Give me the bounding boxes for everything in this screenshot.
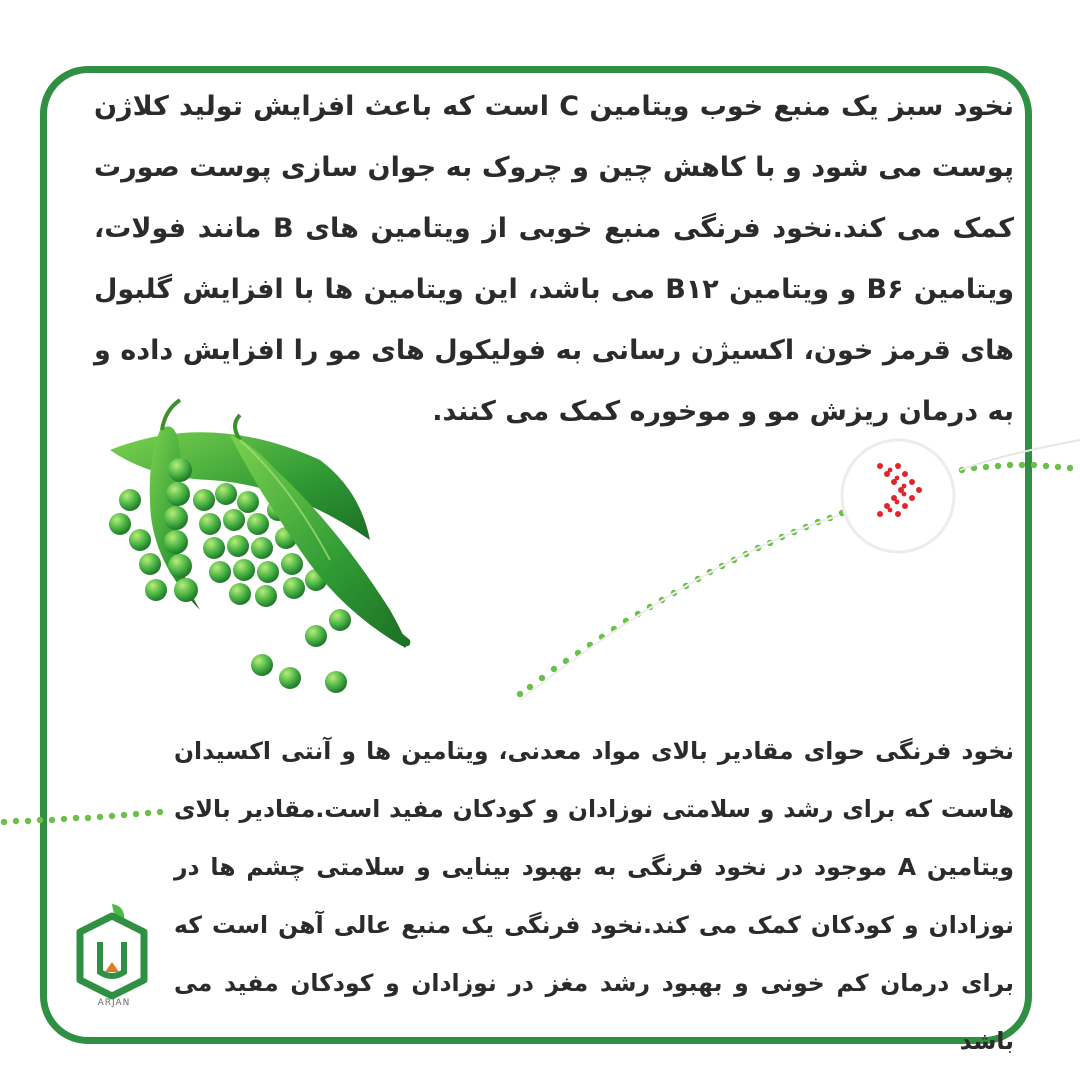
green-peas-image (90, 390, 430, 700)
paragraph-top: نخود سبز یک منبع خوب ویتامین C است که باعث افزایش تولید کلاژن پوست می شود و با کاهش چین و چروک به جوان سازی پوست صورت کمک می کند.نخود فرنگی منبع خوبی از ویتامین های B مانند فولات، ویتامین B۶ و ویتامین B۱۲ می باشد، این ویتامین ها با افزایش گلبول های قرمز خون، اکسیژن رسانی به فولیکول های مو را افزایش داده و به درمان ریزش مو و موخوره کمک می کنند. (94, 91, 1015, 427)
logo-text: ARJAN (97, 998, 131, 1008)
double-chevron-right-icon (838, 436, 958, 556)
paragraph-bottom: نخود فرنگی حوای مقادیر بالای مواد معدنی، ویتامین ها و آنتی اکسیدان هاست که برای رشد و سلامتی نوزادان و کودکان مفید است.مقادیر بالای ویتامین A موجود در نخود فرنگی به بهبود بینایی و سلامتی چشم ها در نوزادان و کودکان کمک می کند.نخود فرنگی یک منبع عالی آهن است که برای درمان کم خونی و بهبود رشد مغز در نوزادان و کودکان مفید می باشد (174, 737, 1014, 1055)
